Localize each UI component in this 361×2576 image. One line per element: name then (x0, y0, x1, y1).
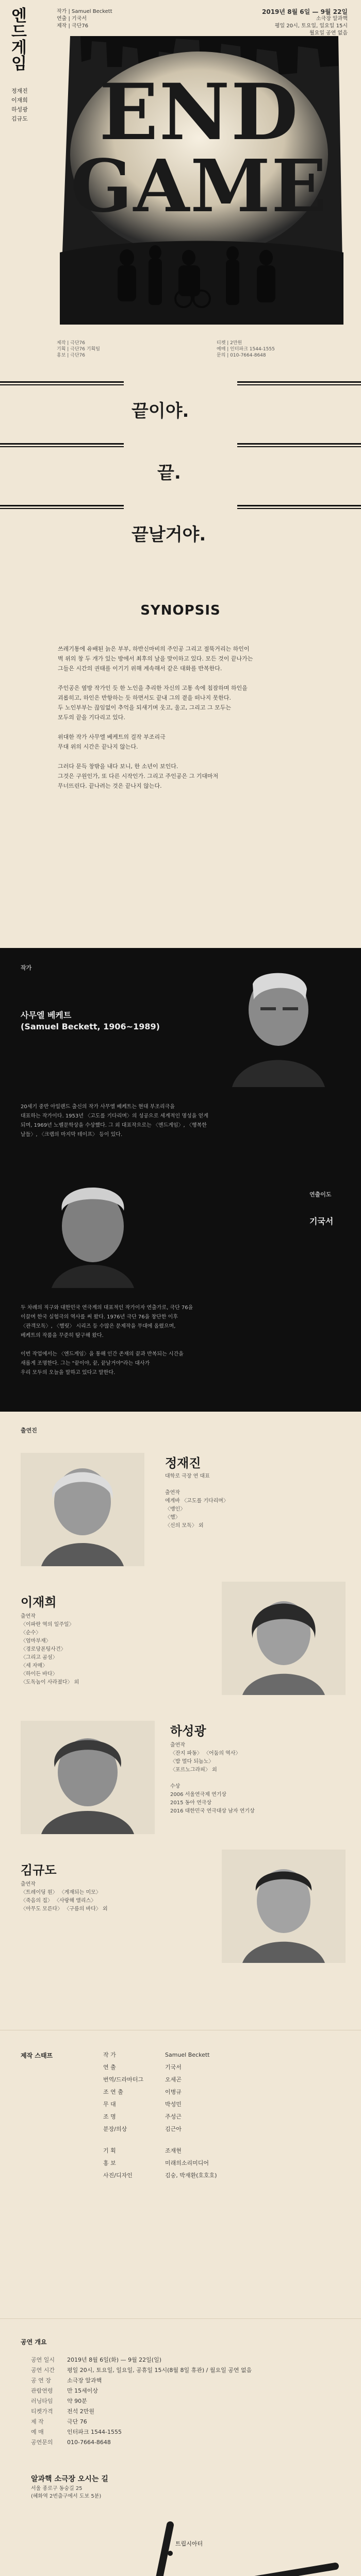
info-key: 제 작 (31, 2418, 44, 2425)
writer-name (21, 1010, 160, 1032)
credit-right-1: 티켓 | 2만원 (217, 341, 242, 346)
staff-row (103, 2157, 320, 2170)
staff-table (103, 2049, 320, 2182)
creators-section (0, 948, 361, 1412)
staff-section (0, 2030, 361, 2318)
director-portrait (21, 1175, 165, 1288)
staff-row (103, 2061, 320, 2074)
staff-person: 김숭, 박재환(호호호) (165, 2172, 217, 2179)
staff-role: 사진/디자인 (103, 2172, 133, 2179)
info-val: 극단 76 (67, 2418, 87, 2425)
staff-row (103, 2098, 320, 2111)
writer-bio: 20세기 중반 아일랜드 출신의 작가 사무엘 베케트는 현대 부조리극을 대표하는 작가이다. 1953년 〈고도를 기다리며〉의 성공으로 세계적인 명성을 얻게 되며, 1969년 노벨문학상을 수상했다. 그 외 대표작으로는 〈엔드게임〉, 〈행복한 날들〉, 〈크랩의 마지막 테이프〉 등이 있다. (21, 1104, 208, 1138)
writer-portrait (196, 963, 351, 1087)
director-bio: 두 차례의 직구와 대한민국 연극계의 대표적인 작가이자 연출가로, 극단 76을 이끌며 한국 실험극의 역사를 써 왔다. 1976년 극단 76을 창단한 이후 〈관객모독〉, 〈햄릿〉 시리즈 등 수많은 문제작을 무대에 올렸으며, 베케트의 작품을 꾸준히 탐구해 왔다. 이번 작업에서는 〈엔드게임〉을 통해 인간 존재의 끝과 반복되는 시간을 새롭게 조명한다. 그는 "끝이야, 끝, 끝날거야"라는 대사가 우리 모두의 오늘을 말하고 있다고 말한다. (21, 1305, 193, 1376)
director-name: 기국서 (309, 1216, 334, 1226)
title-game: GAME (71, 144, 327, 229)
info-director: 연출 | 기국서 (57, 16, 87, 22)
info-section (0, 2318, 361, 2576)
map-theater-label: 트립시아터 (175, 2540, 203, 2547)
credit-left-3: 홍보 | 극단76 (57, 353, 85, 358)
directions-address (31, 2485, 101, 2500)
actor-credits-1: 대학로 극장 연 대표 출연작 에게바 〈고도를 기다리며〉 〈맹인〉 〈햄〉 〈신의 모독〉 외 (165, 1473, 228, 1529)
staff-person: 이병규 (165, 2089, 182, 2095)
location-map[interactable] (0, 2504, 361, 2576)
staff-role: 조 명 (103, 2113, 116, 2120)
info-val: 010-7664-8648 (67, 2439, 111, 2446)
tagline-2: 끝. (157, 463, 181, 483)
info-key: 공연 시간 (31, 2367, 55, 2374)
hero-cast-3: 하성광 (11, 106, 28, 113)
actor-photo-4 (222, 1850, 346, 1963)
tagline-section (0, 361, 361, 577)
actor-credits-4: 출연작 〈트레이딩 원〉 〈게재되는 미모〉 〈죽음의 집〉 〈사랑해 앨리스〉 〈아무도 모른다〉 〈구름의 바다〉 외 (21, 1882, 108, 1912)
staff-row (103, 2049, 320, 2061)
info-val: 평일 20시, 토요일, 일요일, 공휴일 15시(8월 8일 휴관) / 월요일 공연 없음 (67, 2367, 252, 2374)
hero-time-2: 월요일 공연 없음 (309, 30, 348, 36)
staff-person: 주성근 (165, 2113, 182, 2120)
info-producer: 제작 | 극단76 (57, 23, 89, 29)
synopsis-section (0, 577, 361, 948)
staff-role: 홍 보 (103, 2160, 116, 2166)
staff-row (103, 2074, 320, 2086)
info-row (31, 2427, 299, 2437)
hero-cast-4: 김규도 (11, 115, 28, 122)
info-val: 약 90분 (67, 2398, 87, 2404)
info-key: 러닝타임 (31, 2398, 53, 2404)
hero-date: 2019년 8월 6일 — 9월 22일 (262, 8, 348, 15)
staff-role: 연 출 (103, 2064, 116, 2071)
actor-photo-1 (21, 1453, 144, 1566)
hero-time-1: 평일 20시, 토요일, 일요일 15시 (274, 23, 348, 29)
hero-info-left (57, 8, 112, 30)
writer-label: 작가 (21, 964, 32, 971)
info-key: 예 매 (31, 2429, 44, 2435)
info-key: 공연 일시 (31, 2357, 55, 2363)
tagline-1: 끝이야. (132, 401, 189, 421)
staff-role: 번역/드라마터그 (103, 2076, 144, 2083)
info-val: 인터파크 1544-1555 (67, 2429, 122, 2435)
directions-title: 알과핵 소극장 오시는 길 (31, 2475, 108, 2483)
credit-right-3: 문의 | 010-7664-8648 (217, 353, 266, 358)
synopsis-title: SYNOPSIS (140, 603, 221, 618)
staff-person: 김근아 (165, 2126, 182, 2132)
staff-row (103, 2123, 320, 2136)
logo-line-2: 게임 (11, 39, 26, 73)
hero-venue: 소극장 알과핵 (316, 16, 348, 22)
info-val: 만 15세이상 (67, 2387, 98, 2394)
cast-section (0, 1412, 361, 2030)
actor-name-2: 이재희 (21, 1595, 57, 1609)
staff-label: 제작 스태프 (21, 2052, 53, 2059)
actor-name-1: 정재진 (165, 1456, 201, 1470)
actor-credits-2: 출연작 〈이파란 역의 일주일〉 〈순수〉 〈엄마부재〉 〈경로당폰팅사건〉 〈그리고 곰섬〉 〈세 자매〉 〈하이든 바다〉 〈도독놈이 사라졌다〉 외 (21, 1614, 79, 1685)
directions-address-1: 서울 종로구 동숭길 25 (31, 2486, 83, 2492)
actor-name-3: 하성광 (170, 1724, 206, 1738)
staff-role: 기 획 (103, 2147, 116, 2154)
hero-cast-list (11, 87, 28, 124)
hero-credits-left (57, 340, 100, 359)
info-row (31, 2386, 299, 2396)
staff-role: 무 대 (103, 2101, 116, 2108)
info-row (31, 2437, 299, 2448)
info-writer: 작가 | Samuel Beckett (57, 9, 112, 14)
actor-photo-3 (21, 1721, 155, 1834)
map-pin (168, 2551, 173, 2556)
info-val: 전석 2만원 (67, 2408, 94, 2415)
staff-row (103, 2111, 320, 2123)
staff-row (103, 2145, 320, 2157)
info-row (31, 2376, 299, 2386)
credit-right-2: 예매 | 인터파크 1544-1555 (217, 347, 275, 352)
staff-person: Samuel Beckett (165, 2052, 210, 2058)
hero-credits-right (217, 340, 275, 359)
staff-person: 오세곤 (165, 2076, 182, 2083)
info-row (31, 2365, 299, 2376)
writer-name-en: (Samuel Beckett, 1906~1989) (21, 1022, 160, 1031)
info-val: 소극장 알과핵 (67, 2377, 102, 2384)
hero-section (0, 0, 361, 361)
actor-credits-3: 출연작 〈잔지 파동〉 〈어둠의 역사〉 〈밥 멀다 되놈노〉 〈포르노그라피〉 외 수상 2006 서울연극제 연기상 2015 동아 연극상 2016 대한민국 연극대상 남자 연기상 (170, 1742, 255, 1814)
writer-name-ko: 사무엘 베케트 (21, 1010, 72, 1020)
info-val: 2019년 8월 6일(화) — 9월 22일(일) (67, 2357, 162, 2363)
title-end: END (99, 67, 299, 158)
logo (11, 8, 35, 72)
info-row (31, 2417, 299, 2427)
credit-left-1: 제작 | 극단76 (57, 341, 85, 346)
staff-person: 기국서 (165, 2064, 182, 2071)
cast-label: 출연진 (21, 1427, 37, 1434)
info-row (31, 2406, 299, 2417)
staff-person: 미래의소리미디어 (165, 2160, 209, 2166)
hero-poster-art (50, 31, 349, 340)
info-title: 공연 개요 (21, 2338, 47, 2346)
actor-photo-2 (222, 1582, 346, 1695)
info-key: 공연문의 (31, 2439, 53, 2446)
staff-role: 작 가 (103, 2052, 116, 2058)
info-key: 공 연 장 (31, 2377, 51, 2384)
info-table (31, 2355, 299, 2448)
staff-role: 조 연 출 (103, 2089, 123, 2095)
hero-cast-2: 이재희 (11, 97, 28, 104)
info-row (31, 2355, 299, 2365)
hero-cast-1: 정재진 (11, 88, 28, 94)
actor-name-4: 김규도 (21, 1863, 57, 1877)
info-key: 관람연령 (31, 2387, 53, 2394)
staff-person: 박성민 (165, 2101, 182, 2108)
staff-row (103, 2086, 320, 2098)
info-key: 티켓가격 (31, 2408, 53, 2415)
director-label: 연출이도 (309, 1191, 332, 1198)
info-row (31, 2396, 299, 2406)
credit-left-2: 기획 | 극단76 기획팀 (57, 347, 100, 352)
staff-row (103, 2170, 320, 2182)
synopsis-body: 쓰레기통에 유배된 늙은 부부, 하반신마비의 주인공 그리고 절뚝거리는 하인이 벽 위의 창 두 개가 있는 방에서 최후의 날을 맞이하고 있다. 모든 것이 끝나가는 그들은 시간의 권태를 이기기 위해 계속해서 같은 대화를 반복한다. 주인공은 옆방 작가인 듯 한 노인을 추리한 자신의 고통 속에 침잠하며 하인을 괴롭히고, 하인은 반항하는 듯 하면서도 끝내 그의 곁을 떠나지 못한다. 두 노인부부는 끊임없이 추억을 되새기며 웃고, 울고, 그리고 그 모두는 모두의 끝을 기다리고 있다. 위대한 작가 사무엘 베케트의 걸작 부조리극 무대 위의 시간은 끝나지 않는다. 그러다 문득 창밖을 내다 보니, 한 소년이 보인다. 그것은 구원인가, 또 다른 시작인가. 그리고 주인공은 그 기대마저 무너뜨린다. 끝나려는 것은 끝나지 않는다. (58, 646, 253, 789)
directions-address-2: (혜화역 2번출구에서 도보 5분) (31, 2494, 102, 2499)
staff-person: 조재현 (165, 2147, 182, 2154)
staff-role: 분장/의상 (103, 2126, 127, 2132)
tagline-3: 끝날거야. (132, 524, 206, 545)
logo-line-1: 엔드 (11, 7, 26, 41)
